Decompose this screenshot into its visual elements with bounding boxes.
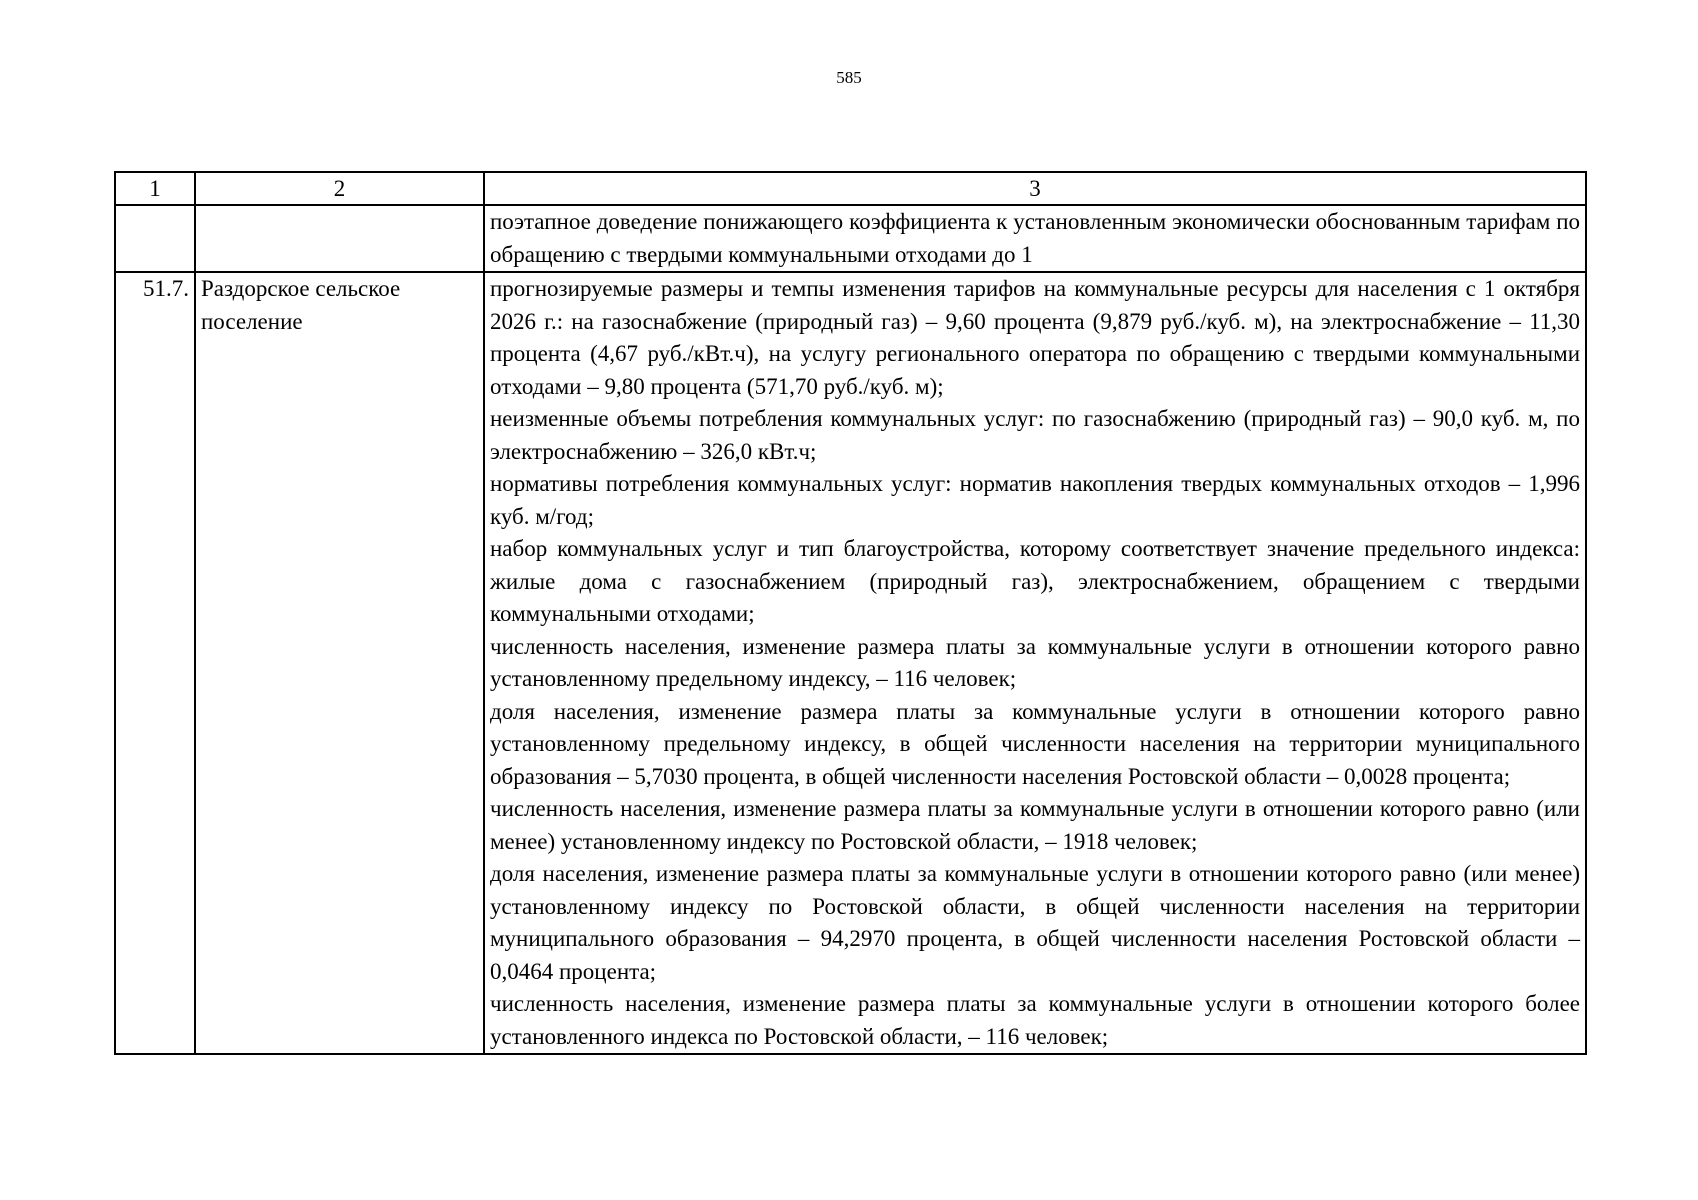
table-row-continuation <box>115 205 1586 272</box>
row-number-cell: 51.7. <box>115 272 195 1054</box>
table-header-row <box>115 172 1586 205</box>
description-paragraph: численность населения, изменение размера платы за коммунальные услуги в отношении которого более установленного индекса по Ростовской области, – 116 человек; <box>490 991 1580 1049</box>
description-paragraph: численность населения, изменение размера платы за коммунальные услуги в отношении которого равно (или менее) установленному индексу по Ростовской области, – 1918 человек; <box>490 796 1580 854</box>
row-number-cell <box>115 205 195 272</box>
column-header-2: 2 <box>195 172 484 205</box>
row-description-cell <box>484 272 1586 1054</box>
page-number: 585 <box>836 68 862 87</box>
description-paragraph: доля населения, изменение размера платы за коммунальные услуги в отношении которого равно (или менее) установленному индексу по Ростовской области, в общей численности населения на территории муниципального образования – 94,2970 процента, в общей численности населения Ростовской области – 0,0464 процента; <box>490 861 1580 984</box>
description-paragraph: неизменные объемы потребления коммунальных услуг: по газоснабжению (природный газ) – 90,0 куб. м, по электроснабжению – 326,0 кВт.ч; <box>490 406 1580 464</box>
row-name-cell <box>195 205 484 272</box>
tariff-table <box>114 171 1587 1055</box>
row-description-cell <box>484 205 1586 272</box>
description-paragraph: поэтапное доведение понижающего коэффициента к установленным экономически обоснованным тарифам по обращению с твердыми коммунальными отходами до 1 <box>490 209 1580 267</box>
description-paragraph: прогнозируемые размеры и темпы изменения тарифов на коммунальные ресурсы для населения с 1 октября 2026 г.: на газоснабжение (природный газ) – 9,60 процента (9,879 руб./куб. м), на электроснабжение – 11,30 процента (4,67 руб./кВт.ч), на услугу регионального оператора по обращению с твердыми коммунальными отходами – 9,80 процента (571,70 руб./куб. м); <box>490 276 1580 399</box>
column-header-1: 1 <box>115 172 195 205</box>
description-paragraph: численность населения, изменение размера платы за коммунальные услуги в отношении которого равно установленному предельному индексу, – 116 человек; <box>490 633 1580 691</box>
row-name-cell: Раздорское сельское поселение <box>195 272 484 1054</box>
column-header-3: 3 <box>484 172 1586 205</box>
description-paragraph: доля населения, изменение размера платы за коммунальные услуги в отношении которого равно установленному предельному индексу, в общей численности населения на территории муниципального образования – 5,7030 процента, в общей численности населения Ростовской области – 0,0028 процента; <box>490 698 1580 789</box>
table-row-51-7 <box>115 272 1586 1054</box>
description-paragraph: нормативы потребления коммунальных услуг: норматив накопления твердых коммунальных отходов – 1,996 куб. м/год; <box>490 471 1580 529</box>
description-paragraph: набор коммунальных услуг и тип благоустройства, которому соответствует значение предельного индекса: жилые дома с газоснабжением (природный газ), электроснабжением, обращением с твердыми коммунальными отходами; <box>490 536 1580 626</box>
